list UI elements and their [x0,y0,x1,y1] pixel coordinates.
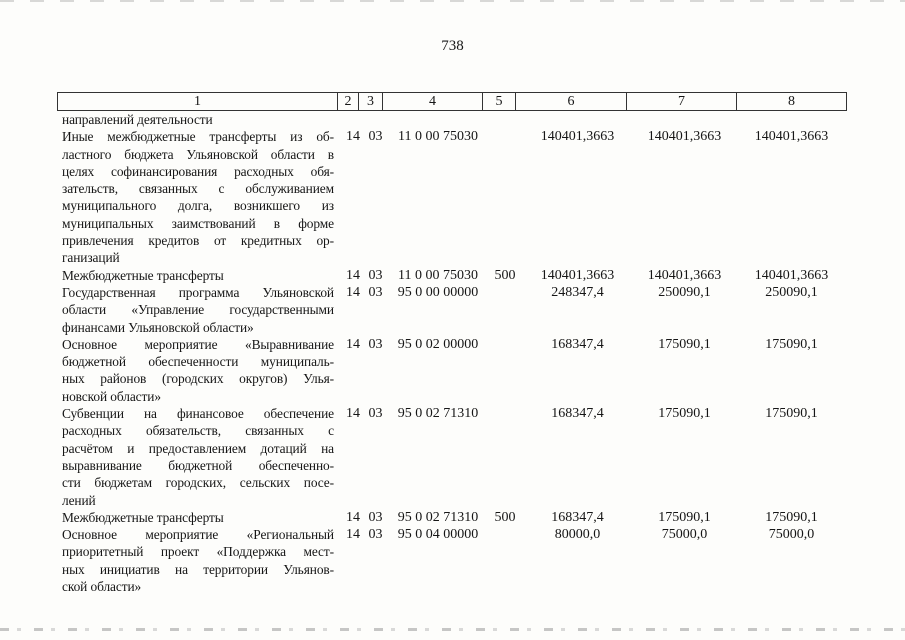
description-line: сти бюджетам городских, сельских посе- [62,475,334,491]
row-description [62,284,334,336]
header-col-5: 5 [483,93,516,110]
cell-c7: 175090,1 [658,406,711,422]
cell-c8: 250090,1 [765,285,818,300]
cell-c6: 168347,4 [551,509,604,525]
cell-c7: 75000,0 [661,527,708,543]
header-col-7: 7 [627,93,737,110]
row-description [62,405,334,509]
cell-c6: 140401,3663 [540,267,615,283]
cell-c5: 500 [494,509,516,525]
description-line: ных районов (городских округов) Улья- [62,371,334,387]
cell-c4: 95 0 00 00000 [397,285,479,300]
description-line: приоритетный проект «Поддержка мест- [62,544,334,560]
cell-c4: 95 0 02 00000 [397,336,479,352]
cell-c3: 03 [368,267,383,283]
row-description [62,128,334,266]
row-description [62,509,334,526]
cell-c4: 95 0 04 00000 [397,527,479,543]
table-header [57,92,847,111]
description-line: зательств, связанных с обслуживанием [62,181,334,197]
cell-c7: 250090,1 [658,285,711,300]
description-line: ганизаций [62,250,120,266]
description-line: Государственная программа Ульяновской [62,285,334,300]
description-line: Основное мероприятие «Региональный [62,527,334,543]
description-line: направлений деятельности [62,112,213,127]
description-line: бюджетной обеспеченности муниципаль- [62,354,334,370]
description-line: муниципальных заимствований в форме [62,215,334,231]
cell-c3: 03 [368,406,383,422]
cell-c2: 14 [346,509,360,525]
cell-c4: 95 0 02 71310 [397,406,479,422]
cell-c4: 11 0 00 75030 [398,129,478,145]
cell-c3: 03 [368,129,383,145]
description-line: привлечения кредитов от кредитных ор- [62,233,334,249]
header-col-6: 6 [516,93,627,110]
cell-c8: 175090,1 [765,509,818,525]
header-col-4: 4 [383,93,483,110]
description-line: финансами Ульяновской области» [62,319,254,335]
cell-c6: 168347,4 [551,336,604,352]
cell-c5: 500 [494,267,516,283]
header-col-1: 1 [58,93,338,110]
cell-c4: 11 0 00 75030 [398,267,478,283]
cell-c6: 140401,3663 [540,129,615,145]
cell-c2: 14 [346,129,360,145]
scan-edge-top [0,0,905,2]
cell-c8: 75000,0 [768,527,815,543]
description-line: Субвенции на финансовое обеспечение [62,406,334,422]
cell-c7: 140401,3663 [647,129,722,145]
cell-c8: 175090,1 [765,336,818,352]
scan-edge-bottom [0,628,905,631]
cell-c6: 248347,4 [551,285,604,300]
cell-c7: 140401,3663 [647,267,722,283]
cell-c2: 14 [346,285,360,300]
cell-c3: 03 [368,336,383,352]
cell-c3: 03 [368,285,383,300]
description-line: расходных обязательств, связанных с [62,423,334,439]
cell-c7: 175090,1 [658,509,711,525]
cell-c2: 14 [346,336,360,352]
cell-c8: 175090,1 [765,406,818,422]
row-description [62,111,334,128]
cell-c6: 168347,4 [551,406,604,422]
row-description [62,336,334,405]
description-line: ской области» [62,579,142,595]
description-line: новской области» [62,388,161,404]
description-line: ных инициатив на территории Ульянов- [62,561,334,577]
description-line: выравнивание бюджетной обеспеченно- [62,457,334,473]
cell-c8: 140401,3663 [754,129,829,145]
description-line: Основное мероприятие «Выравнивание [62,336,334,352]
cell-c3: 03 [368,527,383,543]
description-line: Межбюджетные трансферты [62,267,224,283]
cell-c2: 14 [346,527,360,543]
header-col-2: 2 [338,93,359,110]
description-line: расчётом и предоставлением дотаций на [62,440,334,456]
description-line: целях софинансирования расходных обя- [62,163,334,179]
description-line: Межбюджетные трансферты [62,509,224,525]
page-number: 738 [441,38,464,54]
cell-c7: 175090,1 [658,336,711,352]
description-line: области «Управление государственными [62,302,334,318]
header-col-8: 8 [788,94,795,109]
cell-c3: 03 [368,509,383,525]
description-line: лений [62,492,96,508]
cell-c8: 140401,3663 [754,267,829,283]
description-line: муниципального долга, возникшего из [62,198,334,214]
cell-c6: 80000,0 [554,527,601,543]
header-col-3: 3 [359,93,383,110]
description-line: Иные межбюджетные трансферты из об- [62,129,334,145]
cell-c4: 95 0 02 71310 [397,509,479,525]
row-description [62,267,334,284]
row-description [62,526,334,595]
description-line: ластного бюджета Ульяновской области в [62,146,334,162]
cell-c2: 14 [346,406,360,422]
cell-c2: 14 [346,267,360,283]
